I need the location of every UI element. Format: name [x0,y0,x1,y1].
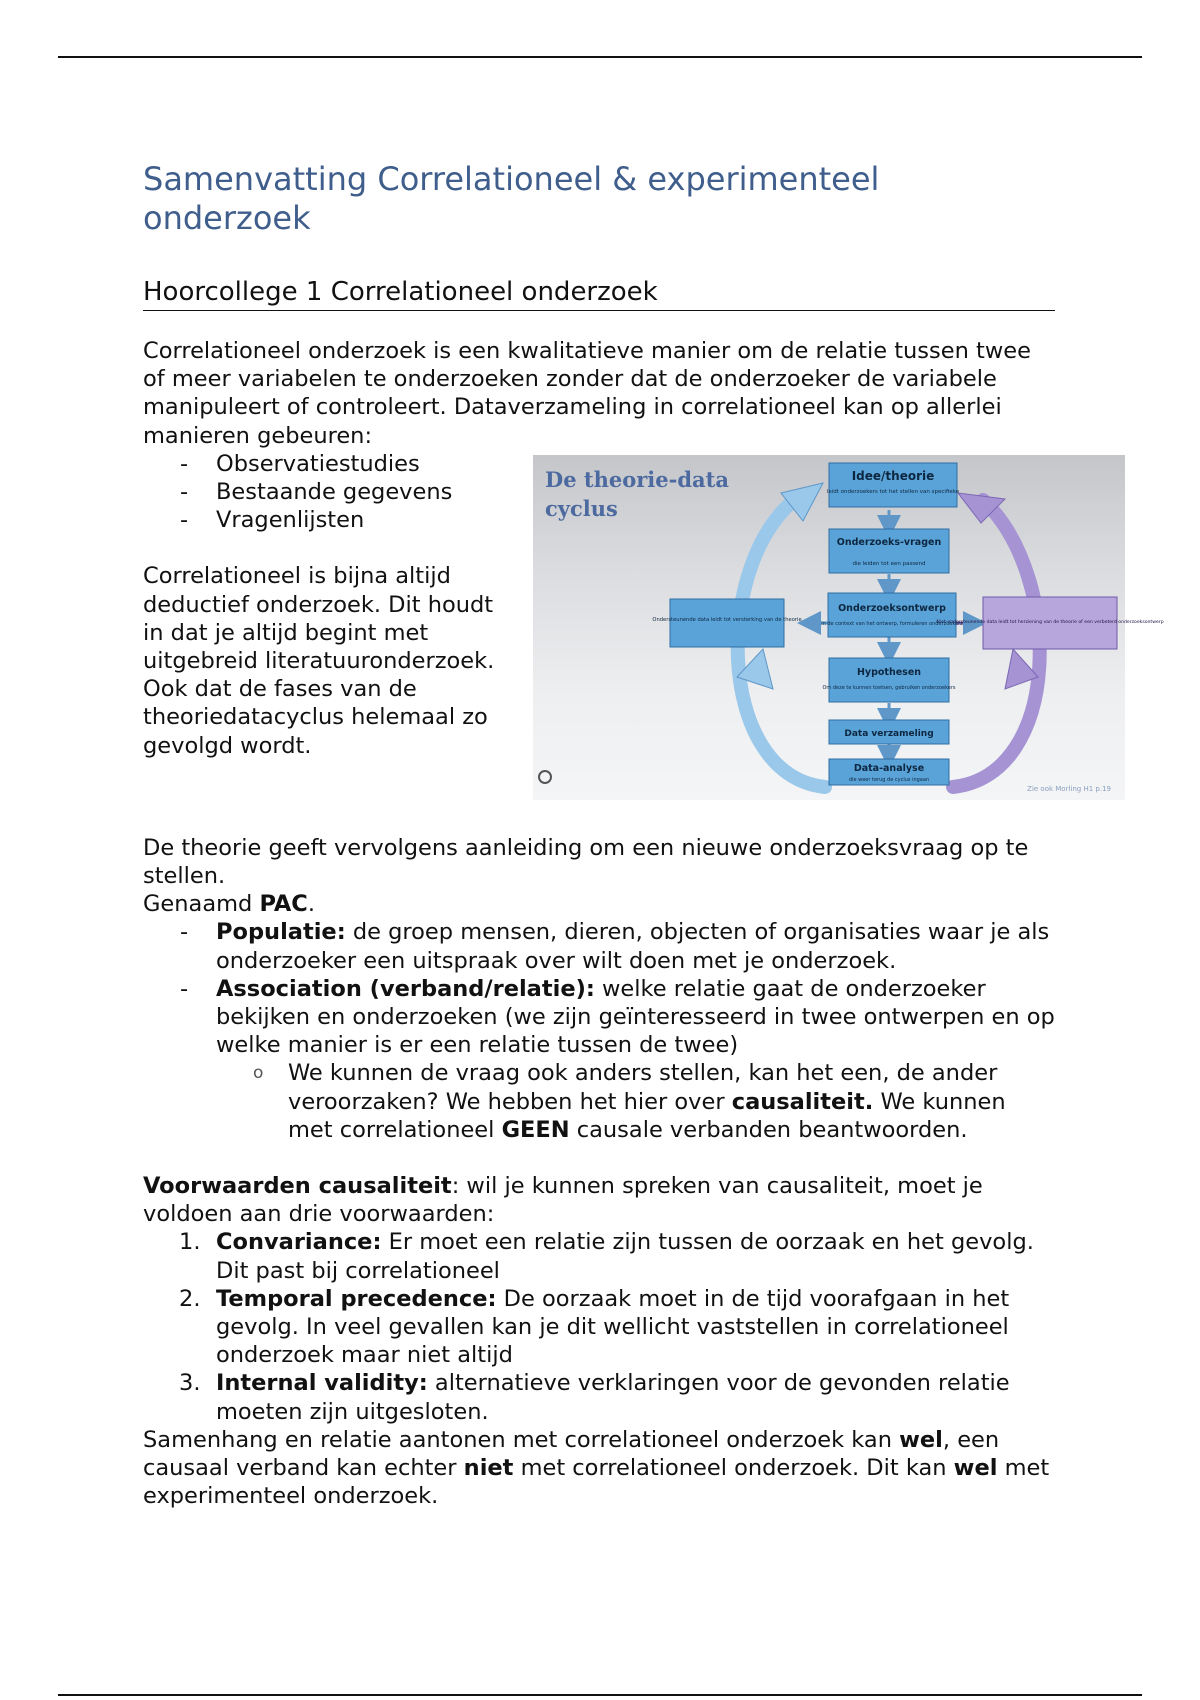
list-item: - Bestaande gegevens [143,478,518,506]
box-vragen-title: Onderzoeks-vragen [836,537,942,548]
box-nonsupport [936,597,1163,649]
figure-title: De theorie-data cyclus [545,467,729,521]
list-item: 1. Convariance: Er moet een relatie zijn tussen de oorzaak en het gevolg. Dit past bij correlationeel [179,1229,1034,1284]
box-support-text: Ondersteunende data leidt tot versterking van de theorie [652,617,802,623]
intro-paragraph: Correlationeel onderzoek is een kwalitatieve manier om de relatie tussen twee of meer variabelen te onderzoeken zonder dat de onderzoeker de variabele manipuleert of controleert. Dataverzameling in correlationeel kan op allerlei manieren gebeuren: [143,338,1031,449]
section-heading: Hoorcollege 1 Correlationeel onderzoek [143,276,1055,311]
deductive-paragraph: Correlationeel is bijna altijd deductief onderzoek. Dit houdt in dat je altijd begint met uitgebreid literatuuronderzoek. Ook dat de fases van de theoriedatacyclus helemaal zo gevolgd wordt. [143,563,495,759]
box-nonsupport-text: Niet-ondersteunende data leidt tot herziening van de theorie of een verbeterd onderzoeksontwerp [936,620,1164,625]
publisher-logo-icon [539,771,551,783]
pac-list [143,918,1055,1059]
box-support [652,599,801,647]
list-item: - Populatie: de groep mensen, dieren, objecten of organisaties waar je als onderzoeker een uitspraak over wilt doen met je onderzoek. [143,918,1055,974]
header-rule [58,56,1142,58]
box-hypothesen-sub: Om deze te kunnen toetsen, gebruiken onderzoekers [822,685,956,691]
document-body [143,160,1055,1510]
list-item: - Vragenlijsten [143,506,518,534]
box-ontwerp-title: Onderzoeksontwerp [838,603,946,614]
box-ontwerp-sub: in de context van het ontwerp, formuleren onderzoekers [821,621,963,627]
list-item: - Association (verband/relatie): welke relatie gaat de onderzoeker bekijken en onderzoeken (we zijn geïnteresseerd in twee ontwerpen en op welke manier is er een relatie tussen de twee) [143,975,1055,1060]
list-item: 2. Temporal precedence: De oorzaak moet in de tijd voorafgaan in het gevolg. In veel gevallen kan je dit wellicht vaststellen in correlationeel onderzoek maar niet altijd [179,1285,1010,1369]
conditions-paragraph: Voorwaarden causaliteit: wil je kunnen spreken van causaliteit, moet je voldoen aan drie voorwaarden: [143,1173,983,1228]
box-idee-title: Idee/theorie [851,469,935,483]
box-ontwerp [821,593,963,637]
conclusion-paragraph: Samenhang en relatie aantonen met correlationeel onderzoek kan wel, een causaal verband kan echter niet met correlationeel onderzoek. Dit kan wel met experimenteel onderzoek. [143,1426,1050,1510]
box-vragen [829,529,949,573]
box-analyse-title: Data-analyse [853,763,925,774]
box-data-title: Data verzameling [844,729,934,739]
list-item: - Observatiestudies [143,450,518,478]
causality-sublist [143,1059,1055,1144]
box-hypothesen [822,658,955,702]
theory-data-cycle-figure [533,455,1164,800]
theory-paragraph: De theorie geeft vervolgens aanleiding om een nieuwe onderzoeksvraag op te stellen. [143,834,1029,890]
list-item: 3. Internal validity: alternatieve verklaringen voor de gevonden relatie moeten zijn uitgesloten. [179,1370,1010,1425]
box-data [829,720,949,744]
conditions-list [143,1228,1055,1425]
box-idee [827,463,960,507]
box-vragen-sub: die leiden tot een passend [852,561,926,567]
footer-rule [58,1694,1142,1696]
pac-line: Genaamd PAC. [143,891,315,918]
figure-credit: Zie ook Morling H1 p.19 [1027,785,1111,793]
box-analyse-sub: die weer terug de cyclus ingaan [848,777,930,783]
document-title: Samenvatting Correlationeel & experimenteel onderzoek [143,160,880,237]
box-idee-sub: leidt onderzoekers tot het stellen van specifieke [826,489,960,495]
collection-methods-list [143,450,518,535]
box-analyse [829,759,949,785]
box-hypothesen-title: Hypothesen [856,667,922,678]
list-item: o We kunnen de vraag ook anders stellen, kan het een, de ander veroorzaken? We hebben het hier over causaliteit. We kunnen met correlationeel GEEN causale verbanden beantwoorden. [143,1059,1055,1144]
